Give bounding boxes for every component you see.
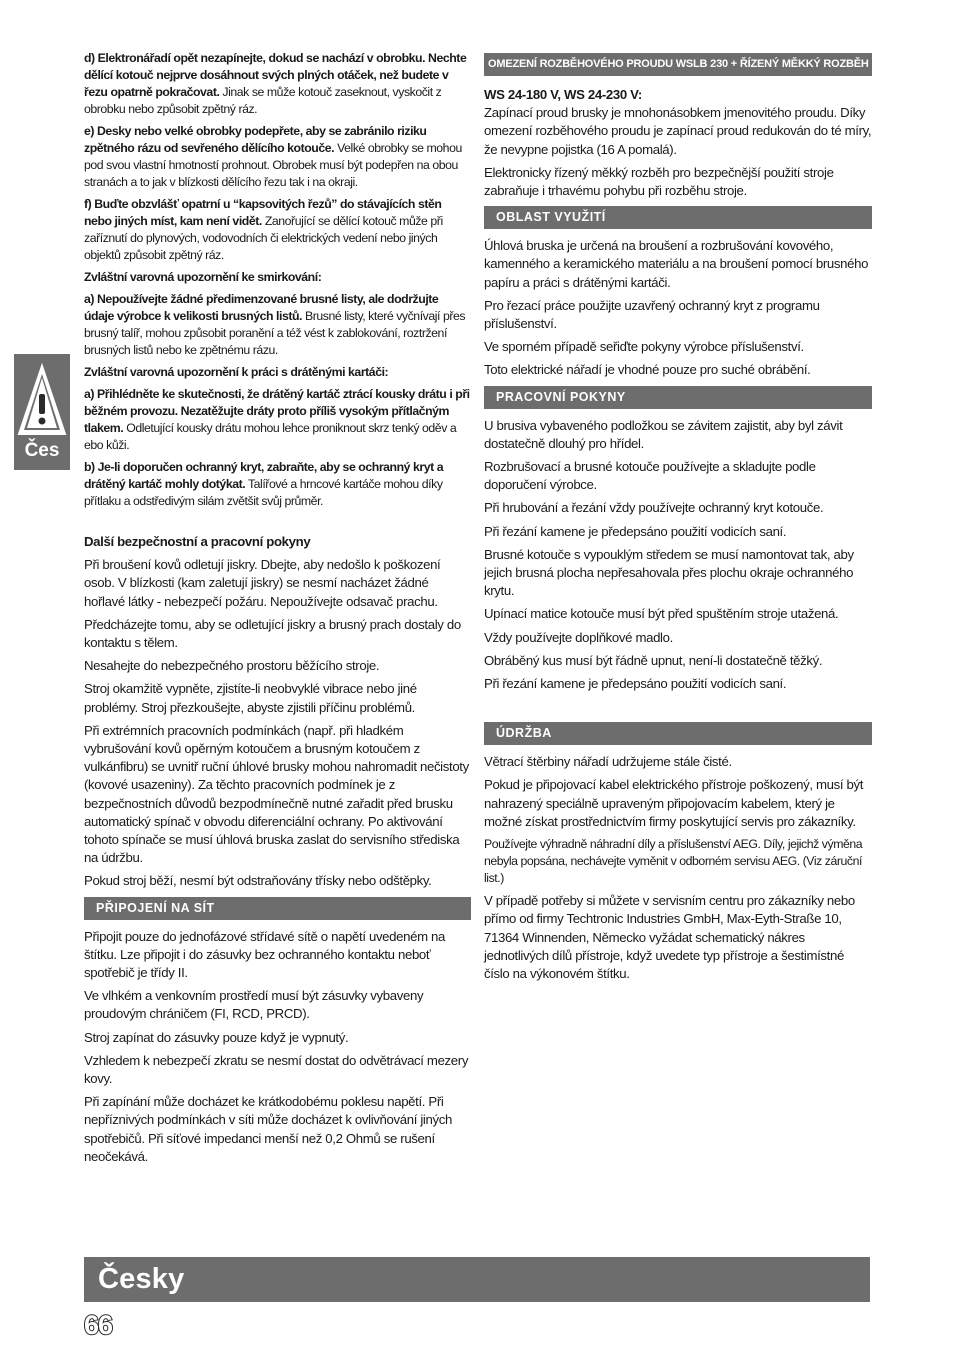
paragraph-wire-b: b) Je-li doporučen ochranný kryt, zabraňte, aby se ochranný kryt a drátěný kartáč mohly dotýkat. Talířové a hrncové kartáče mohou díky přítlaku a odstředivým silám zvětšit svůj průměr. [84,460,444,508]
use-paragraph: Toto elektrické nářadí je vhodné pouze pro suché obrábění. [484,362,811,378]
inrush-paragraph: Elektronicky řízený měkký rozběh pro bezpečnější použití stroje zabraňuje i trhavému pohybu při rozběhu stroje. [484,164,834,199]
work-paragraph: Obráběný kus musí být řádně upnut, není-li dostatečně těžký. [484,652,823,668]
work-paragraph: Upínací matice kotouče musí být před spuštěním stroje utažená. [484,606,839,622]
further-paragraph: Při extrémních pracovních podmínkách (např. při hladkém vybrušování kovů opěrným kotoučem a brusným kotoučem z vulkánfibru) se uvnitř ruční úhlové brusky mohou nahromadit nečistoty (kovové usazeniny). Za těchto pracovních podmínek je z bezpečnostních důvodů bezpodmínečně nutné zařadit před brusku automatický spínač v obvodu diferenciální ochrany. Po aktivování tohoto spínače se musí úhlová bruska zaslat do servisního střediska na údržbu. [84,722,469,866]
language-side-tab [14,354,70,470]
work-paragraph: Při hrubování a řezání vždy používejte ochranný kryt kotouče. [484,500,824,516]
warning-triangle-icon [17,362,67,438]
paragraph-d: d) Elektronářadí opět nezapínejte, dokud se nachází v obrobku. Nechte dělící kotouč nejprve dosáhnout svých plných otáček, než budete v řezu opatrně pokračovat. Jinak se může kotouč zaseknout, vyskočit z obrobku nebo způsobit zpětný ráz. [84,51,467,116]
paragraph-wire-a: a) Přihlédněte ke skutečnosti, že drátěný kartáč ztrácí kousky drátu i při běžném provozu. Nezatěžujte dráty proto příliš vysokým přítlačným tlakem. Odletující kousky drátu mohou lehce proniknout skrz tenký oděv a ebo kůži. [84,387,470,452]
maintenance-paragraph: Větrací štěrbiny nářadí udržujeme stále čisté. [484,754,732,770]
maintenance-heading: ÚDRŽBA [484,722,872,745]
further-instructions-heading: Další bezpečnostní a pracovní pokyny [84,534,311,549]
area-of-use-heading: OBLAST VYUŽITÍ [484,206,872,229]
inrush-models: WS 24-180 V, WS 24-230 V: [484,87,642,102]
paragraph-sanding-a: a) Nepoužívejte žádné předimenzované brusné listy, ale dodržujte údaje výrobce k velikosti brusných listů. Brusné listy, které vyčnívají přes brusný talíř, mohou způsobit poranění a též vést k zablokování, roztržení brusných listů nebo ke zpětnému rázu. [84,292,466,357]
work-paragraph: Rozbrušovací a brusné kotouče používejte a skladujte podle doporučení výrobce. [484,459,816,493]
right-column [484,50,872,988]
paragraph-f: f) Buďte obzvlášť opatrní u “kapsovitých řezů” do stávajících stěn nebo jiných míst, kam není vidět. Zanořující se dělící kotouč může při zaříznutí do plynových, vodovodních či elektrických vedení nebo jiných objektů způsobit zpětný ráz. [84,197,443,262]
maintenance-paragraph: Používejte výhradně náhradní díly a příslušenství AEG. Díly, jejichž výměna nebyla popsána, nechávejte vyměnit v odborném servisu AEG. (Viz záruční list.) [484,837,863,886]
further-paragraph: Stroj okamžitě vypněte, zjistíte-li neobvyklé vibrace nebo jiné problémy. Stroj přezkoušejte, abyste zjistili příčinu problémů. [84,681,417,715]
left-column [84,50,471,1171]
further-paragraph: Při broušení kovů odletují jiskry. Dbejte, aby nedošlo k poškození osob. V blízkosti (kam zaletují jiskry) se nesmí nacházet žádné hořlavé látky - nebezpečí požáru. Nepoužívejte odsavač prachu. [84,557,441,609]
further-paragraph: Předcházejte tomu, aby se odletující jiskry a brusný prach dostaly do kontaktu s tělem. [84,616,461,651]
work-paragraph: Při řezání kamene je předepsáno použití vodicích saní. [484,676,787,692]
mains-paragraph: Připojit pouze do jednofázové střídavé sítě o napětí uvedeném na štítku. Lze připojit i do zásuvky bez ochranného kontaktu neboť spotřebič je třídy II. [84,928,446,981]
language-footer-bar: Česky [84,1257,870,1302]
inrush-current-heading: OMEZENÍ ROZBĚHOVÉHO PROUDU WSLB 230 + ŘÍZENÝ MĚKKÝ ROZBĚH [484,53,872,76]
work-paragraph: Brusné kotouče s vypouklým středem se musí namontovat tak, aby jejich brusná plocha nepřesahovala přes plochu okraje ochranného krytu. [484,546,854,599]
mains-connection-heading: PŘIPOJENÍ NA SÍT [84,897,471,920]
working-instructions-heading: PRACOVNÍ POKYNY [484,386,872,409]
page-number: 66 [84,1310,113,1340]
further-paragraph: Pokud stroj běží, nesmí být odstraňovány třísky nebo odštěpky. [84,873,432,889]
use-paragraph: Ve sporném případě seřiďte pokyny výrobce příslušenství. [484,339,804,355]
maintenance-paragraph: Pokud je připojovací kabel elektrického přístroje poškozený, musí být nahrazený speciálně upraveným připojovacím kabelem, který je možné získat prostřednictvím firmy poskytující servis pro zákazníky. [484,777,864,829]
language-code: Čes [24,440,60,461]
maintenance-paragraph: V případě potřeby si můžete v servisním centru pro zákazníky nebo přímo od firmy Techtronic Industries GmbH, Max-Eyth-Straße 10, 71364 Winnenden, Německo vyžádat schematický nákres jednotlivých dílů přístroje, když uvedete typ přístroje a šestimístné číslo na výkonovém štítku. [484,893,855,981]
mains-paragraph: Ve vlhkém a venkovním prostředí musí být zásuvky vybaveny proudovým chráničem (FI, RCD, PRCD). [84,988,424,1022]
inrush-paragraph: Zapínací proud brusky je mnohonásobkem jmenovitého proudu. Díky omezení rozběhového proudu je zapínací proud redukován do té míry, že nevypne pojistka (16 A pomalá). [484,105,872,157]
mains-paragraph: Stroj zapínat do zásuvky pouze když je vypnutý. [84,1029,349,1045]
mains-paragraph: Vzhledem k nebezpečí zkratu se nesmí dostat do odvětrávací mezery kovy. [84,1052,469,1087]
work-paragraph: U brusiva vybaveného podložkou se závitem zajistit, aby byl závit dostatečně dlouhý pro hřídel. [484,417,843,451]
paragraph-e: e) Desky nebo velké obrobky podepřete, aby se zabránilo riziku zpětného rázu od sevřeného dělícího kotouče. Velké obrobky se mohou pod svou vlastní hmotností prohnout. Obrobek musí být podepřen na obou stranách a to jak v blízkosti dělícího řezu tak i na okraji. [84,124,462,189]
use-paragraph: Úhlová bruska je určená na broušení a rozbrušování kovového, kamenného a keramického materiálu a na broušení pomocí brusného papíru a práci s drátěnými kartáči. [484,238,869,290]
work-paragraph: Při řezání kamene je předepsáno použití vodicích saní. [484,523,787,539]
further-paragraph: Nesahejte do nebezpečného prostoru běžícího stroje. [84,658,380,674]
use-paragraph: Pro řezací práce použijte uzavřený ochranný kryt z programu příslušenství. [484,297,820,332]
sanding-heading: Zvláštní varovná upozornění ke smirkování: [84,270,322,284]
work-paragraph: Vždy používejte doplňkové madlo. [484,629,673,645]
mains-paragraph: Při zapínání může docházet ke krátkodobému poklesu napětí. Při nepříznivých podmínkách v síti může docházet k ovlivňování jiných spotřebičů. Při síťové impedanci menší než 0,2 Ohmů se rušení neočekává. [84,1094,452,1164]
wire-brush-heading: Zvláštní varovná upozornění k práci s drátěnými kartáči: [84,365,389,379]
